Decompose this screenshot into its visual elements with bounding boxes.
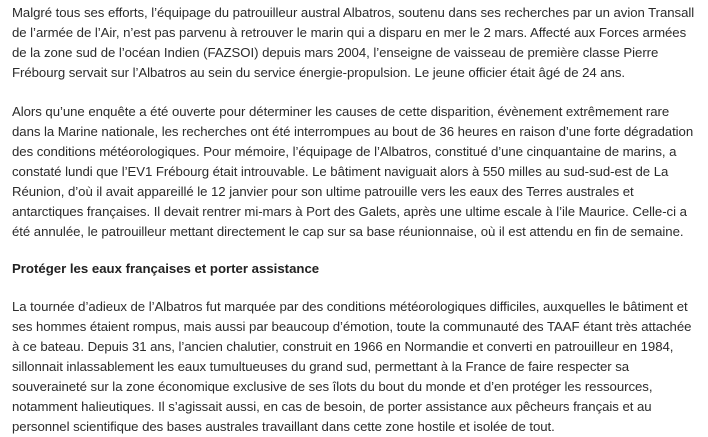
article-paragraph-2: Alors qu’une enquête a été ouverte pour déterminer les causes de cette disparition, évènement extrêmement rare dans la Marine nationale, les recherches ont été interrompues au bout de 36 heures en raison d’une forte dégradation des conditions météorologiques. Pour mémoire, l’équipage de l’Albatros, constitué d’une cinquantaine de marins, a constaté lundi que l’EV1 Frébourg était introuvable. Le bâtiment naviguait alors à 550 milles au sud-sud-est de La Réunion, d’où il avait appareillé le 12 janvier pour son ultime patrouille vers les eaux des Terres australes et antarctiques françaises. Il devait rentrer mi-mars à Port des Galets, après une ultime escale à l’ile Maurice. Celle-ci a été annulée, le patrouilleur mettant directement le cap sur sa base réunionnaise, où il est attendu en fin de semaine. xyxy=(12,104,694,239)
article-paragraph-1: Malgré tous ses efforts, l’équipage du patrouilleur austral Albatros, soutenu dans ses recherches par un avion Transall de l’armée de l’Air, n’est pas parvenu à retrouver le marin qui a disparu en mer le 2 mars. Affecté aux Forces armées de la zone sud de l’océan Indien (FAZSOI) depuis mars 2004, l’enseigne de vaisseau de première classe Pierre Frébourg servait sur l’Albatros au sein du service énergie-propulsion. Le jeune officier était âgé de 24 ans. xyxy=(12,5,695,80)
article-paragraph-3: La tournée d’adieux de l’Albatros fut marquée par des conditions météorologiques difficiles, auxquelles le bâtiment et ses hommes étaient rompus, mais aussi par beaucoup d’émotion, toute la communauté des TAAF étant très attachée à ce bateau. Depuis 31 ans, l’ancien chalutier, construit en 1966 en Normandie et converti en patrouilleur en 1984, sillonnait inlassablement les eaux tumultueuses du grand sud, permettant à la France de faire respecter sa souveraineté sur la zone économique exclusive de ses îlots du bout du monde et d’en protéger les ressources, notamment halieutiques. Il s’agissait aussi, en cas de besoin, de porter assistance aux pêcheurs français et au personnel scientifique des bases australes travaillant dans cette zone hostile et isolée de tout. xyxy=(12,299,692,434)
section-subheading: Protéger les eaux françaises et porter assistance xyxy=(12,261,320,276)
